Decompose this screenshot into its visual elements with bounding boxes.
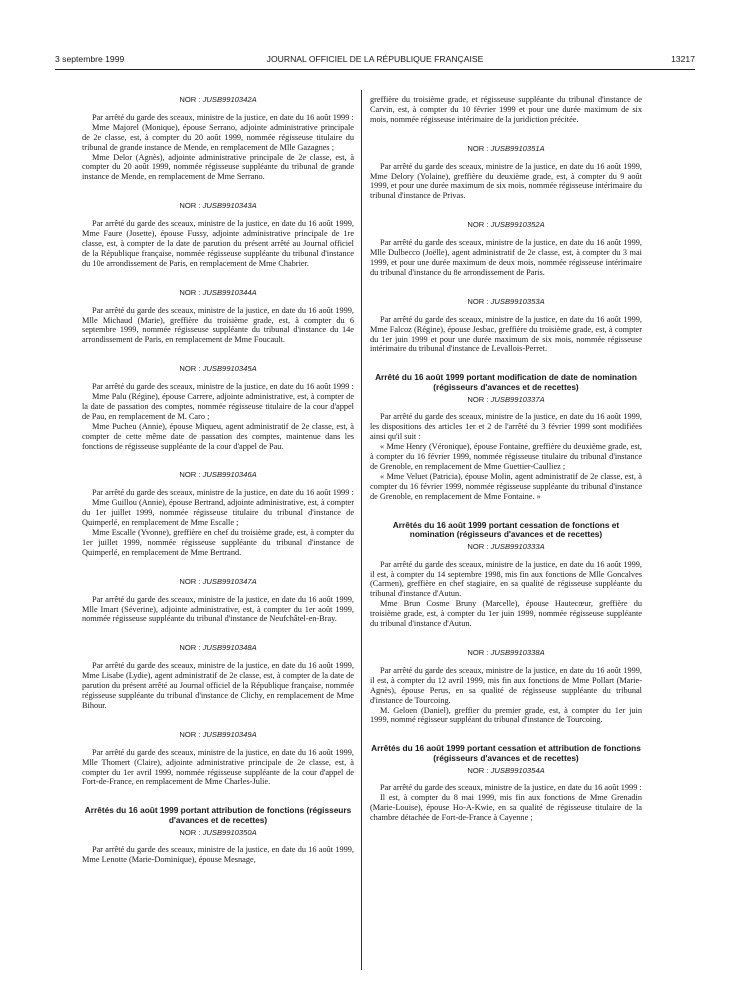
nor-reference: NOR : JUSB9910345A xyxy=(179,364,257,374)
nor-reference: NOR : JUSB9910353A xyxy=(467,296,545,306)
section-heading: Arrêtés du 16 août 1999 portant cessation de fonctions et nomination (régisseurs d'avances et de recettes) xyxy=(392,519,620,540)
nor-reference: NOR : JUSB9910354A xyxy=(467,765,545,775)
decree-block xyxy=(82,470,354,557)
paragraph: Par arrêté du garde des sceaux, ministre de la justice, en date du 16 août 1999, Mlle Imart (Séverine), adjointe administrative, est, à compter du 1er août 1999, nommée régisseuse suppléante du tribunal d'instance de Neufchâtel-en-Bray. xyxy=(82,594,354,624)
nor-reference: NOR : JUSB9910351A xyxy=(467,143,545,153)
section-heading: Arrêté du 16 août 1999 portant modification de date de nomination (régisseurs d'avances et de recettes) xyxy=(375,372,637,392)
section-block xyxy=(82,806,354,865)
nor-reference: NOR : JUSB9910337A xyxy=(467,394,545,404)
journal-title: JOURNAL OFFICIEL DE LA RÉPUBLIQUE FRANÇAISE xyxy=(266,54,484,64)
paragraph: Par arrêté du garde des sceaux, ministre de la justice, en date du 16 août 1999, il est, à compter du 12 avril 1999, mis fin aux fonctions de Mme Pollart (Marie-Agnès), épouse Perus, en sa qualité de régisseuse suppléante du tribunal d'instance de Tourcoing. xyxy=(370,665,642,705)
paragraph: Par arrêté du garde des sceaux, ministre de la justice, en date du 16 août 1999 : xyxy=(92,112,354,122)
nor-reference: NOR : JUSB9910342A xyxy=(179,95,257,104)
paragraph: Mme Brun Cosme Bruny (Marcelle), épouse Hautecœur, greffière du troisième grade, est, à compter du 1er juin 1999, nommée régisseuse suppléante du tribunal d'instance d'Autun. xyxy=(370,599,642,629)
section-heading: Arrêtés du 16 août 1999 portant attribution de fonctions (régisseurs d'avances et de recettes) xyxy=(84,805,352,825)
paragraph: Mme Delor (Agnès), adjointe administrative principale de 2e classe, est, à compter du 20 août 1999, nommée régisseuse suppléante du tribunal de grande instance de Mende, en remplacement de Mme Serrano. xyxy=(82,152,354,182)
paragraph: Par arrêté du garde des sceaux, ministre de la justice, en date du 16 août 1999, Mme Delory (Yolaine), greffière du deuxième grade, est, à compter du 9 août 1999, et pour une durée maximum de six mois, nommée régisseuse intérimaire du tribunal d'instance de Privas. xyxy=(370,161,642,201)
issue-date: 3 septembre 1999 xyxy=(55,54,125,64)
paragraph: Par arrêté du garde des sceaux, ministre de la justice, en date du 16 août 1999 : xyxy=(380,783,642,793)
header-rule xyxy=(55,69,695,70)
section-heading: Arrêtés du 16 août 1999 portant cessation et attribution de fonctions (régisseurs d'avances et de recettes) xyxy=(371,743,641,763)
paragraph: Par arrêté du garde des sceaux, ministre de la justice, en date du 16 août 1999, Mme Faure (Josette), épouse Fussy, adjointe administrative principale de 1re classe, est, à compter de la date de parution du présent arrêté au Journal officiel de la République française, nommée régisseuse suppléante du tribunal d'instance du 10e arrondissement de Paris, en remplacement de Mme Chabrier. xyxy=(82,219,354,268)
paragraph: Mme Palu (Régine), épouse Carrere, adjointe administrative, est, à compter de la date de passation des comptes, nommée régisseuse titulaire de la cour d'appel de Pau, en remplacement de M. Caro ; xyxy=(82,392,354,421)
paragraph: Par arrêté du garde des sceaux, ministre de la justice, en date du 16 août 1999 : xyxy=(92,382,354,392)
paragraph: M. Geloen (Daniel), greffier du premier grade, est, à compter du 1er juin 1999, nommé régisseur suppléant du tribunal d'instance de Tourcoing. xyxy=(370,705,642,725)
paragraph: Mme Escalle (Yvonne), greffière en chef du troisième grade, est, à compter du 1er juillet 1999, nommée régisseuse suppléante du tribunal d'instance de Quimperlé, en remplacement de Mme Bertrand. xyxy=(82,528,354,557)
decree-block xyxy=(82,577,354,625)
nor-reference: NOR : JUSB9910333A xyxy=(467,541,545,551)
decree-block xyxy=(82,643,354,710)
section-block xyxy=(370,373,642,501)
left-column xyxy=(82,95,354,884)
paragraph: Par arrêté du garde des sceaux, ministre de la justice, en date du 16 août 1999, il est, à compter du 14 septembre 1998, mis fin aux fonctions de Mlle Goncalves (Carmen), greffière en chef stagiaire, en sa qualité de régisseuse suppléante du tribunal d'instance d'Autun. xyxy=(370,559,642,599)
nor-reference: NOR : JUSB9910347A xyxy=(179,576,257,586)
continued-text xyxy=(370,95,642,125)
paragraph: Par arrêté du garde des sceaux, ministre de la justice, en date du 16 août 1999 : xyxy=(92,488,354,498)
decree-block xyxy=(82,364,354,451)
paragraph: Par arrêté du garde des sceaux, ministre de la justice, en date du 16 août 1999, Mme Lenotte (Marie-Dominique), épouse Mesnage, xyxy=(82,845,354,865)
nor-reference: NOR : JUSB9910343A xyxy=(179,201,257,211)
paragraph: Il est, à compter du 8 mai 1999, mis fin aux fonctions de Mme Grenadin (Marie-Louise), épouse Ho-A-Kwie, en sa qualité de régisseuse titulaire de la chambre détachée de Fort-de-France à Cayenne ; xyxy=(370,793,642,823)
decree-block xyxy=(370,297,642,355)
nor-reference: NOR : JUSB9910344A xyxy=(179,287,257,297)
decree-block xyxy=(82,201,354,268)
nor-reference: NOR : JUSB9910349A xyxy=(179,729,257,739)
page-header xyxy=(55,54,695,68)
paragraph: Par arrêté du garde des sceaux, ministre de la justice, en date du 16 août 1999, Mme Falcoz (Régine), épouse Jesbac, greffière du troisième grade, est, à compter du 1er juin 1999 et pour une durée maximum de six mois, nommée régisseuse intérimaire du tribunal d'instance de Levallois-Perret. xyxy=(370,314,642,354)
paragraph: Mme Majorel (Monique), épouse Serrano, adjointe administrative principale de 2e classe, est, à compter du 20 août 1999, nommée régisseuse titulaire du tribunal de grande instance de Mende, en remplacement de Mlle Gazagnes ; xyxy=(82,122,354,152)
decree-block xyxy=(82,730,354,788)
column-divider xyxy=(361,90,362,970)
decree-block xyxy=(370,220,642,278)
decree-block xyxy=(370,648,642,725)
paragraph: Mme Pucheu (Annie), épouse Miqueu, agent administratif de 2e classe, est, à compter de cette même date de passation des comptes, maintenue dans les fonctions de régisseuse suppléante de la cour d'appel de Pau. xyxy=(82,421,354,451)
paragraph: « Mme Veluet (Patricia), épouse Molin, agent administratif de 2e classe, est, à compter du 16 février 1999, nommée régisseuse suppléante du tribunal d'instance de Grenoble, en remplacement de Mme Fontaine. » xyxy=(370,471,642,501)
paragraph: greffière du troisième grade, et régisseuse suppléante du tribunal d'instance de Carvin, est, à compter du 10 février 1999 et pour une durée maximum de six mois, nommée régisseuse intérimaire de la juridiction précitée. xyxy=(370,95,642,124)
paragraph: Mme Guillou (Annie), épouse Bertrand, adjointe administrative, est, à compter du 1er juillet 1999, nommée régisseuse titulaire du tribunal d'instance de Quimperlé, en remplacement de Mme Escalle ; xyxy=(82,498,354,528)
decree-block xyxy=(82,288,354,346)
nor-reference: NOR : JUSB9910346A xyxy=(179,470,257,480)
nor-reference: NOR : JUSB9910350A xyxy=(179,827,257,837)
right-column xyxy=(370,95,642,842)
paragraph: Par arrêté du garde des sceaux, ministre de la justice, en date du 16 août 1999, Mlle Thomert (Claire), adjointe administrative principale de 2e classe, est, à compter du 1er avril 1999, nommée régisseuse suppléante de la cour d'appel de Fort-de-France, en remplacement de Mme Charles-Julie. xyxy=(82,747,354,787)
nor-reference: NOR : JUSB9910338A xyxy=(467,648,545,657)
paragraph: « Mme Henry (Véronique), épouse Fontaine, greffière du deuxième grade, est, à compter du 16 février 1999, nommée régisseuse titulaire du tribunal d'instance de Grenoble, en remplacement de Mme Guettier-Caulliez ; xyxy=(370,442,642,471)
section-block xyxy=(370,744,642,823)
page-number: 13217 xyxy=(671,54,695,64)
nor-reference: NOR : JUSB9910352A xyxy=(467,220,545,230)
section-block xyxy=(370,521,642,629)
paragraph: Par arrêté du garde des sceaux, ministre de la justice, en date du 16 août 1999, Mme Lisabe (Lydie), agent administratif de 2e classe, est, à compter de la date de parution du présent arrêté au Journal officiel de la République française, nommée régisseuse suppléante du tribunal d'instance de Clichy, en remplacement de Mme Bihour. xyxy=(82,661,354,710)
paragraph: Par arrêté du garde des sceaux, ministre de la justice, en date du 16 août 1999, Mlle Michaud (Marie), greffière du troisième grade, est, à compter du 6 septembre 1999, nommée régisseuse suppléante du tribunal d'instance du 14e arrondissement de Paris, en remplacement de Mme Foucault. xyxy=(82,305,354,345)
paragraph: Par arrêté du garde des sceaux, ministre de la justice, en date du 16 août 1999, Mlle Dulbecco (Joëlle), agent administratif de 2e classe, est, à compter du 3 mai 1999, et pour une durée maximum de deux mois, nommée régisseuse intérimaire du tribunal d'instance du 8e arrondissement de Paris. xyxy=(370,238,642,277)
decree-block xyxy=(82,95,354,182)
decree-block xyxy=(370,144,642,202)
nor-reference: NOR : JUSB9910348A xyxy=(179,643,257,653)
paragraph: Par arrêté du garde des sceaux, ministre de la justice, en date du 16 août 1999, les dispositions des articles 1er et 2 de l'arrêté du 3 février 1999 sont modifiées ainsi qu'il suit : xyxy=(370,412,642,442)
